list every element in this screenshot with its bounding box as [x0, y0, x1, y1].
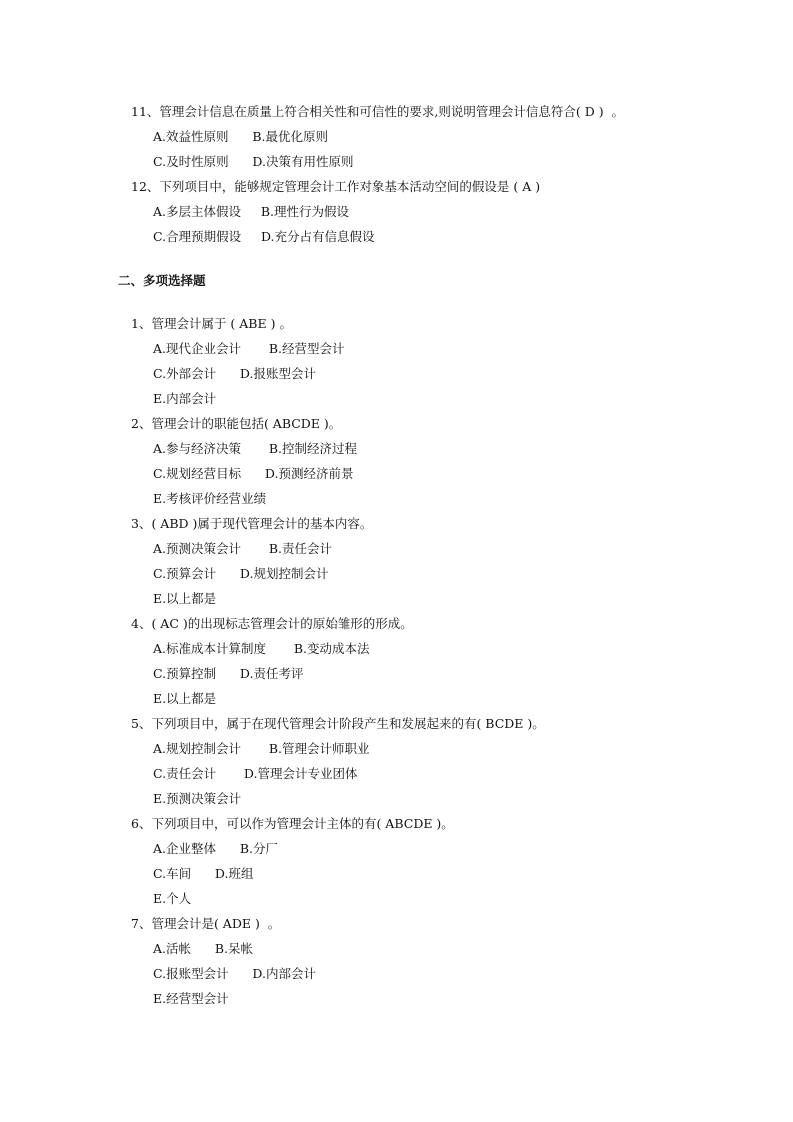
mc-question-1-option-line: A.现代企业会计 B.经营型会计 [153, 341, 345, 356]
mc-question-7-option-line: E.经营型会计 [153, 991, 229, 1006]
mc-question-5-option-line: E.预测决策会计 [153, 791, 242, 806]
mc-question-4-option-line: E.以上都是 [153, 691, 217, 706]
mc-question-7-option-line: A.活帐 B.呆帐 [153, 941, 254, 956]
mc-question-5-option-line: A.规划控制会计 B.管理会计师职业 [153, 741, 370, 756]
mc-question-3-option-line: C.预算会计 D.规划控制会计 [153, 566, 329, 581]
question-11: 11、管理会计信息在质量上符合相关性和可信性的要求,则说明管理会计信息符合( D ) 。 [131, 104, 625, 119]
mc-question-4-option-line: C.预算控制 D.责任考评 [153, 666, 304, 681]
mc-question-1: 1、管理会计属于 ( ABE ) 。 [131, 316, 292, 331]
mc-question-2: 2、管理会计的职能包括( ABCDE )。 [131, 416, 342, 431]
mc-question-2-option-line: C.规划经营目标 D.预测经济前景 [153, 466, 354, 481]
mc-question-6-option-line: E.个人 [153, 891, 192, 906]
mc-question-6-option-line: C.车间 D.班组 [153, 866, 254, 881]
mc-question-3-option-line: A.预测决策会计 B.责任会计 [153, 541, 332, 556]
mc-question-1-option-line: E.内部会计 [153, 391, 217, 406]
mc-question-1-option-line: C.外部会计 D.报账型会计 [153, 366, 316, 381]
mc-question-7: 7、管理会计是( ADE ) 。 [131, 916, 281, 931]
mc-question-2-option-line: A.参与经济决策 B.控制经济过程 [153, 441, 357, 456]
mc-question-6-option-line: A.企业整体 B.分厂 [153, 841, 279, 856]
question-12-options-cd: C.合理预期假设 D.充分占有信息假设 [153, 229, 375, 244]
mc-question-5-option-line: C.责任会计 D.管理会计专业团体 [153, 766, 358, 781]
mc-question-5: 5、下列项目中，属于在现代管理会计阶段产生和发展起来的有( BCDE )。 [131, 716, 545, 731]
mc-question-7-option-line: C.报账型会计 D.内部会计 [153, 966, 316, 981]
mc-question-3: 3、( ABD )属于现代管理会计的基本内容。 [131, 516, 373, 531]
question-11-options-cd: C.及时性原则 D.决策有用性原则 [153, 154, 354, 169]
mc-question-3-option-line: E.以上都是 [153, 591, 217, 606]
question-11-options-ab: A.效益性原则 B.最优化原则 [153, 129, 329, 144]
mc-question-6: 6、下列项目中，可以作为管理会计主体的有( ABCDE )。 [131, 816, 454, 831]
mc-question-4: 4、( AC )的出现标志管理会计的原始雏形的形成。 [131, 616, 413, 631]
section-heading: 二、多项选择题 [118, 273, 206, 288]
question-12: 12、下列项目中，能够规定管理会计工作对象基本活动空间的假设是 ( A ) [131, 179, 541, 194]
mc-question-2-option-line: E.考核评价经营业绩 [153, 491, 267, 506]
mc-question-4-option-line: A.标准成本计算制度 B.变动成本法 [153, 641, 370, 656]
question-12-options-ab: A.多层主体假设 B.理性行为假设 [153, 204, 350, 219]
